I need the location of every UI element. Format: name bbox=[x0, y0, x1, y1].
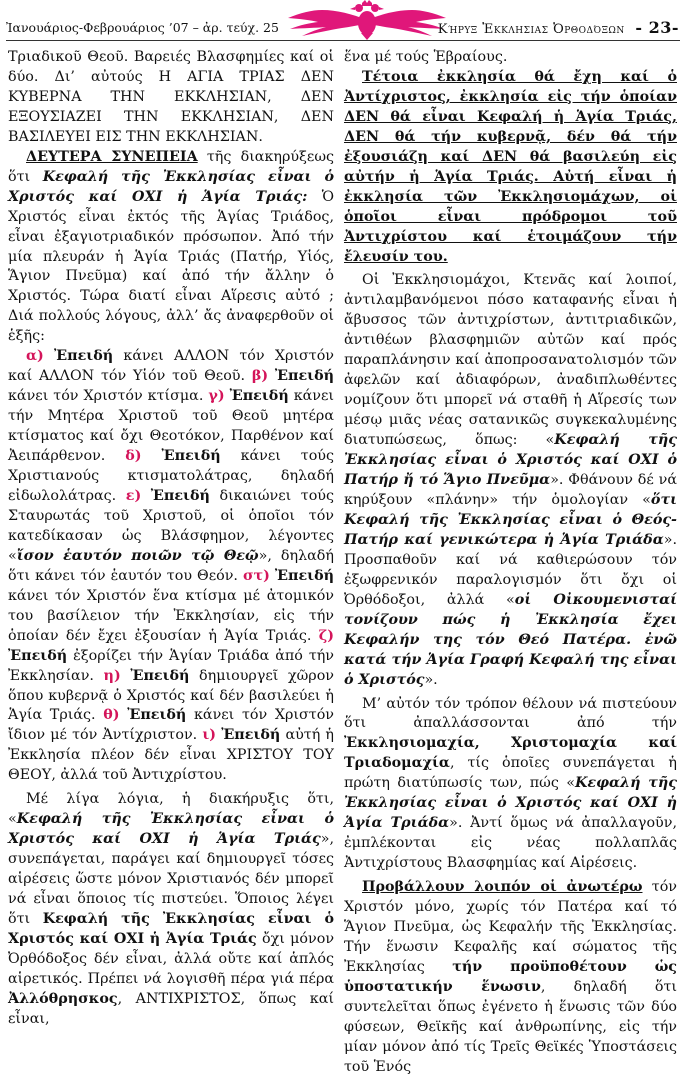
keyword: Ἐπειδή bbox=[130, 667, 190, 684]
list-label-h: η) bbox=[103, 667, 121, 684]
page-number: - 23- bbox=[635, 18, 679, 37]
emphasis-run: Κεφαλή τῆς Ἐκκλησίας εἶναι ὁ Χριστός καί ΟΧΙ ἡ Ἁγία Τριάς bbox=[8, 811, 334, 848]
list-label-i: ι) bbox=[202, 727, 217, 744]
keyword: Ἐπειδή bbox=[274, 368, 334, 385]
page-header bbox=[0, 0, 685, 40]
text-run: , ΑΝΤΙΧΡΙΣΤΟΣ, ὅπως καί εἶναι, bbox=[8, 990, 334, 1027]
emphasis-run: ἴσον ἑαυτόν ποιῶν τῷ Θεῷ bbox=[16, 547, 259, 564]
section-heading-second-consequence: ΔΕΥΤΕΡΑ ΣΥΝΕΠΕΙΑ bbox=[26, 148, 198, 165]
text-run: ὄχι μόνον Ὀρθόδοξος δέν εἶναι, ἀλλά οὔτε καί ἁπλός αἱρετικός. Πρέπει νά λογισθῆ πέρα γιά πέρα bbox=[8, 930, 335, 987]
text-run: », δηλαδή ὅτι κάνει τόν ἑαυτόν του Θεόν. bbox=[8, 547, 334, 584]
list-label-c: γ) bbox=[208, 388, 225, 405]
emphasis-run: ὅτι Κεφαλή τῆς Ἐκκλησίας εἶναι ὁ Θεός-Πατήρ καί γενικώτερα ἡ Ἁγία Τριάδα bbox=[344, 491, 677, 548]
underlined-lead: Προβάλλουν λοιπόν οἱ ἀνωτέρω bbox=[362, 879, 643, 896]
list-label-b: β) bbox=[251, 368, 269, 385]
text-run: ». Προσπαθοῦν καί νά καθιερώσουν τόν ἐξωφρενικόν παραλογισμόν ὅτι ὄχι οἱ Ὀρθόδοξοι, ἀλλά « bbox=[344, 531, 677, 608]
text-run: Μέ λίγα λόγια, ἡ διακήρυξις ὅτι, « bbox=[8, 791, 334, 828]
keyword: Ἐπειδή bbox=[221, 727, 281, 744]
emphasis-run: Κεφαλή τῆς Ἐκκλησίας εἶναι ὁ Χριστός καί ΟΧΙ ἡ Ἁγία Τριάς: bbox=[8, 168, 334, 205]
masthead-block bbox=[438, 18, 679, 37]
right-paragraph-1: ἕνα μέ τούς Ἑβραίους. bbox=[344, 49, 508, 65]
text-run: τῆς διακηρύξεως ὅτι bbox=[8, 148, 335, 185]
keyword: Ἐπειδή bbox=[127, 707, 187, 724]
keyword: Ἐπειδή bbox=[229, 388, 289, 405]
keyword: Ἐπειδή bbox=[150, 487, 210, 504]
text-run: κάνει τόν Χριστόν ἕνα κτίσμα μέ ἀτομικόν του βασίλειον τήν Ἐκκλησίαν, εἰς τήν ὁποίαν δέν ἔχει ἐξουσίαν ἡ Ἁγία Τριάς. bbox=[8, 587, 334, 644]
text-run: δημιουργεῖ χῶρον ὅπου κυβερνᾷ ὁ Χριστός καί δέν βασιλεύει ἡ Ἁγία Τριάς. bbox=[8, 667, 334, 724]
right-paragraph-3 bbox=[344, 271, 677, 690]
text-run: Μ’ αὐτόν τόν τρόπον θέλουν νά πιστεύουν ὅτι ἀπαλλάσσονται ἀπό τήν bbox=[344, 695, 677, 732]
text-run: κάνει ΑΛΛΟΝ τόν Χριστόν καί ΑΛΛΟΝ τόν Υἱόν τοῦ Θεοῦ. bbox=[8, 348, 334, 385]
text-run: αὐτή ἡ Ἐκκλησία πλέον δέν εἶναι ΧΡΙΣΤΟΥ ΤΟΥ ΘΕΟΥ, ἀλλά τοῦ Ἀντιχρίστου. bbox=[8, 727, 334, 784]
text-run: ». Ἀντί ὅμως νά ἀπαλλαγοῦν, ἐμπλέκονται εἰς νέας πολλαπλᾶς Ἀντιχρίστους Βλασφημίας καί Αἱρέσεις. bbox=[344, 815, 677, 872]
emphasis-run: Ἐκκλησιομαχία, Χριστομαχία καί Τριαδομαχία bbox=[344, 735, 677, 772]
header-divider bbox=[6, 40, 680, 41]
text-run: », συνεπάγεται, παράγει καί δημιουργεῖ τόσες αἱρέσεις ὥστε μόνον Χριστιανός δέν μπορεῖ νά εἶναι ὅποιος τίς πιστεύει. Ὅποιος λέγει ὅτι bbox=[8, 831, 334, 927]
text-run: ἐξορίζει τήν Ἁγίαν Τριάδα ἀπό τήν Ἐκκλησίαν. bbox=[8, 647, 334, 684]
text-run: Οἱ Ἐκκλησιομάχοι, Κτενᾶς καί λοιποί, ἀντιλαμβανόμενοι πόσο καταφανής εἶναι ἡ ἄβυσσος τῶν ἀντιχρίστων, ἀντιτριαδικῶν, ἀντιθέων βλασφημιῶν αὐτῶν καί πρός παραπλάνησιν καί ἀποπροσανατολισμόν τῶν ἀφελῶν καί ἀδιαφόρων, ἀναδιπλωθέντες νομίζουν ὅτι μπορεῖ νά σταθῆ ἡ Αἵρεσίς των μέσῳ μιᾶς νέας σατανικῶς συγκεκαλυμένης διατυπώσεως, ὅπως: « bbox=[344, 272, 677, 449]
text-run: κάνει τήν Μητέρα Χριστοῦ τοῦ Θεοῦ μητέρα κτίσματος καί ὄχι Θεοτόκον, Παρθένον καί Ἀειπάρθενον. bbox=[8, 388, 335, 465]
left-paragraph-1: Τριαδικοῦ Θεοῦ. Βαρειές Βλασφημίες καί οἱ δύο. Δι’ αὐτούς Η ΑΓΙΑ ΤΡΙΑΣ ΔΕΝ ΚΥΒΕΡΝΑ ΤΗΝ ΕΚΚΛΗΣΙΑΝ, ΔΕΝ ΕΞΟΥΣΙΑΖΕΙ ΤΗΝ ΕΚΚΛΗΣΙΑΝ, ΔΕΝ ΒΑΣΙΛΕΥΕΙ ΕΙΣ ΤΗΝ ΕΚΚΛΗΣΙΑΝ. bbox=[8, 49, 334, 145]
list-label-d: δ) bbox=[125, 448, 142, 465]
emphasis-run: τήν προϋποθέτουν ὡς ὑποστατικήν ἕνωσιν bbox=[344, 958, 678, 995]
right-paragraph-2 bbox=[344, 68, 677, 268]
text-run: κάνει τόν Χριστόν ἴδιον μέ τόν Ἀντίχριστον. bbox=[8, 707, 334, 744]
text-run: ». bbox=[424, 671, 438, 688]
list-label-st: στ) bbox=[242, 567, 270, 584]
list-label-e: ε) bbox=[125, 487, 142, 504]
right-paragraph-5 bbox=[344, 878, 677, 1078]
text-run: δικαιώνει τούς Σταυρωτάς τοῦ Χριστοῦ, οἱ ὁποῖοι τόν κατεδίκασαν ὡς Βλάσφημον, λέγοντες « bbox=[8, 487, 335, 564]
emphasis-run: Κεφαλή τῆς Ἐκκλησίας εἶναι ὁ Χριστός καί ΟΧΙ ἡ Ἁγία Τριάς bbox=[8, 910, 334, 947]
keyword: Ἐπειδή bbox=[161, 448, 221, 465]
masthead-title: Κήρυξ Ἐκκλησιας Ὀρθοδόξων bbox=[437, 22, 625, 37]
keyword: Ἐπειδή bbox=[8, 647, 68, 664]
list-label-z: ζ) bbox=[318, 627, 334, 644]
text-run: , δηλαδή ὅτι συντελεῖται ὅπως ἐγένετο ἡ ἕνωσις τῶν δύο φύσεων, Θεϊκῆς καί ἀνθρωπίνης, εἰς τήν μίαν μόνον ἀπό τίς Τρεῖς Θεϊκές Ὑποστάσεις τοῦ Ἑνός bbox=[344, 978, 678, 1075]
emphasis-run: Κεφαλή τῆς Ἐκκλησίας εἶναι ὁ Χριστός καί ΟΧΙ ἡ Ἁγία Τριάδα bbox=[344, 775, 677, 832]
emphasis-run: Ἀλλόθρησκος bbox=[8, 990, 118, 1007]
emphasis-run: οἱ Οἰκουμενισταί τονίζουν πώς ἡ Ἐκκλησία ἔχει Κεφαλήν της τόν Θεό Πατέρα. ἐνῶ κατά τήν Ἁγία Γραφή Κεφαλή της εἶναι ὁ Χριστός bbox=[344, 591, 677, 688]
text-run: ». Φθάνουν δέ νά κηρύξουν «πλάνην» τήν ὁμολογίαν « bbox=[344, 472, 678, 508]
left-paragraph-3 bbox=[8, 347, 334, 786]
left-paragraph-4 bbox=[8, 790, 334, 1029]
underlined-statement: Τέτοια ἐκκλησία θά ἔχη καί ὁ Ἀντίχριστος, ἐκκλησία εἰς τήν ὁποίαν ΔΕΝ θά εἶναι Κεφαλή ἡ Ἁγία Τριάς, ΔΕΝ θά τήν κυβερνᾷ, δέν θά τήν ἐξουσιάζη καί ΔΕΝ θά βασιλεύη εἰς αὐτήν ἡ Ἁγία Τριάς. Αὐτή εἶναι ἡ ἐκκλησία τῶν Ἐκκλησιομάχων, οἱ ὁποῖοι εἶναι πρόδρομοι τοῦ Ἀντιχρίστου καί ἑτοιμάζουν τήν ἔλευσίν του. bbox=[344, 68, 677, 265]
list-label-a: α) bbox=[26, 348, 44, 365]
double-headed-eagle-icon bbox=[282, 0, 452, 40]
text-run: κάνει τούς Χριστιανούς κτισματολάτρας, δηλαδή εἰδωλολάτρας. bbox=[8, 448, 334, 504]
emphasis-run: Κεφαλή τῆς Ἐκκλησίας εἶναι ὁ Χριστός καί ΟΧΙ ὁ Πατήρ ἤ τό Ἅγιο Πνεῦμα bbox=[344, 432, 677, 489]
keyword: Ἐπειδή bbox=[274, 567, 335, 584]
text-run: Ὁ Χριστός εἶναι ἐκτός τῆς Ἁγίας Τριάδος, εἶναι ἐξαγιοτριαδικόν πρόσωπον. Ἀπό τήν μία πλευράν ἡ Ἁγία Τριάς (Πατήρ, Υἱός, Ἅγιον Πνεῦμα) καί ἀπό τήν ἄλλην ὁ Χριστός. Τώρα διατί εἶναι Αἵρεσις αὐτό ; Διά πολλούς λόγους, ἀλλ’ ἄς ἀναφερθοῦν οἱ ἑξῆς: bbox=[8, 188, 334, 345]
list-label-th: θ) bbox=[103, 707, 120, 724]
left-paragraph-2 bbox=[8, 148, 334, 348]
issue-info: Ἰανουάριος-Φεβρουάριος ’07 – ἀρ. τεύχ. 25 bbox=[6, 20, 279, 35]
right-paragraph-4 bbox=[344, 695, 677, 875]
text-run: τόν Χριστόν μόνο, χωρίς τόν Πατέρα καί τό Ἅγιον Πνεῦμα, ὡς Κεφαλήν τῆς Ἐκκλησίας. Τήν ἕνωσιν Κεφαλῆς καί σώματος τῆς Ἐκκλησίας bbox=[344, 879, 677, 975]
left-column bbox=[8, 48, 334, 1030]
keyword: Ἐπειδή bbox=[54, 348, 114, 365]
text-run: κάνει τόν Χριστόν κτίσμα. bbox=[8, 388, 209, 405]
text-run: , τίς ὁποῖες συνεπάγεται ἡ πρώτη διατύπωσίς των, πώς « bbox=[344, 755, 677, 792]
right-column bbox=[344, 48, 677, 1078]
